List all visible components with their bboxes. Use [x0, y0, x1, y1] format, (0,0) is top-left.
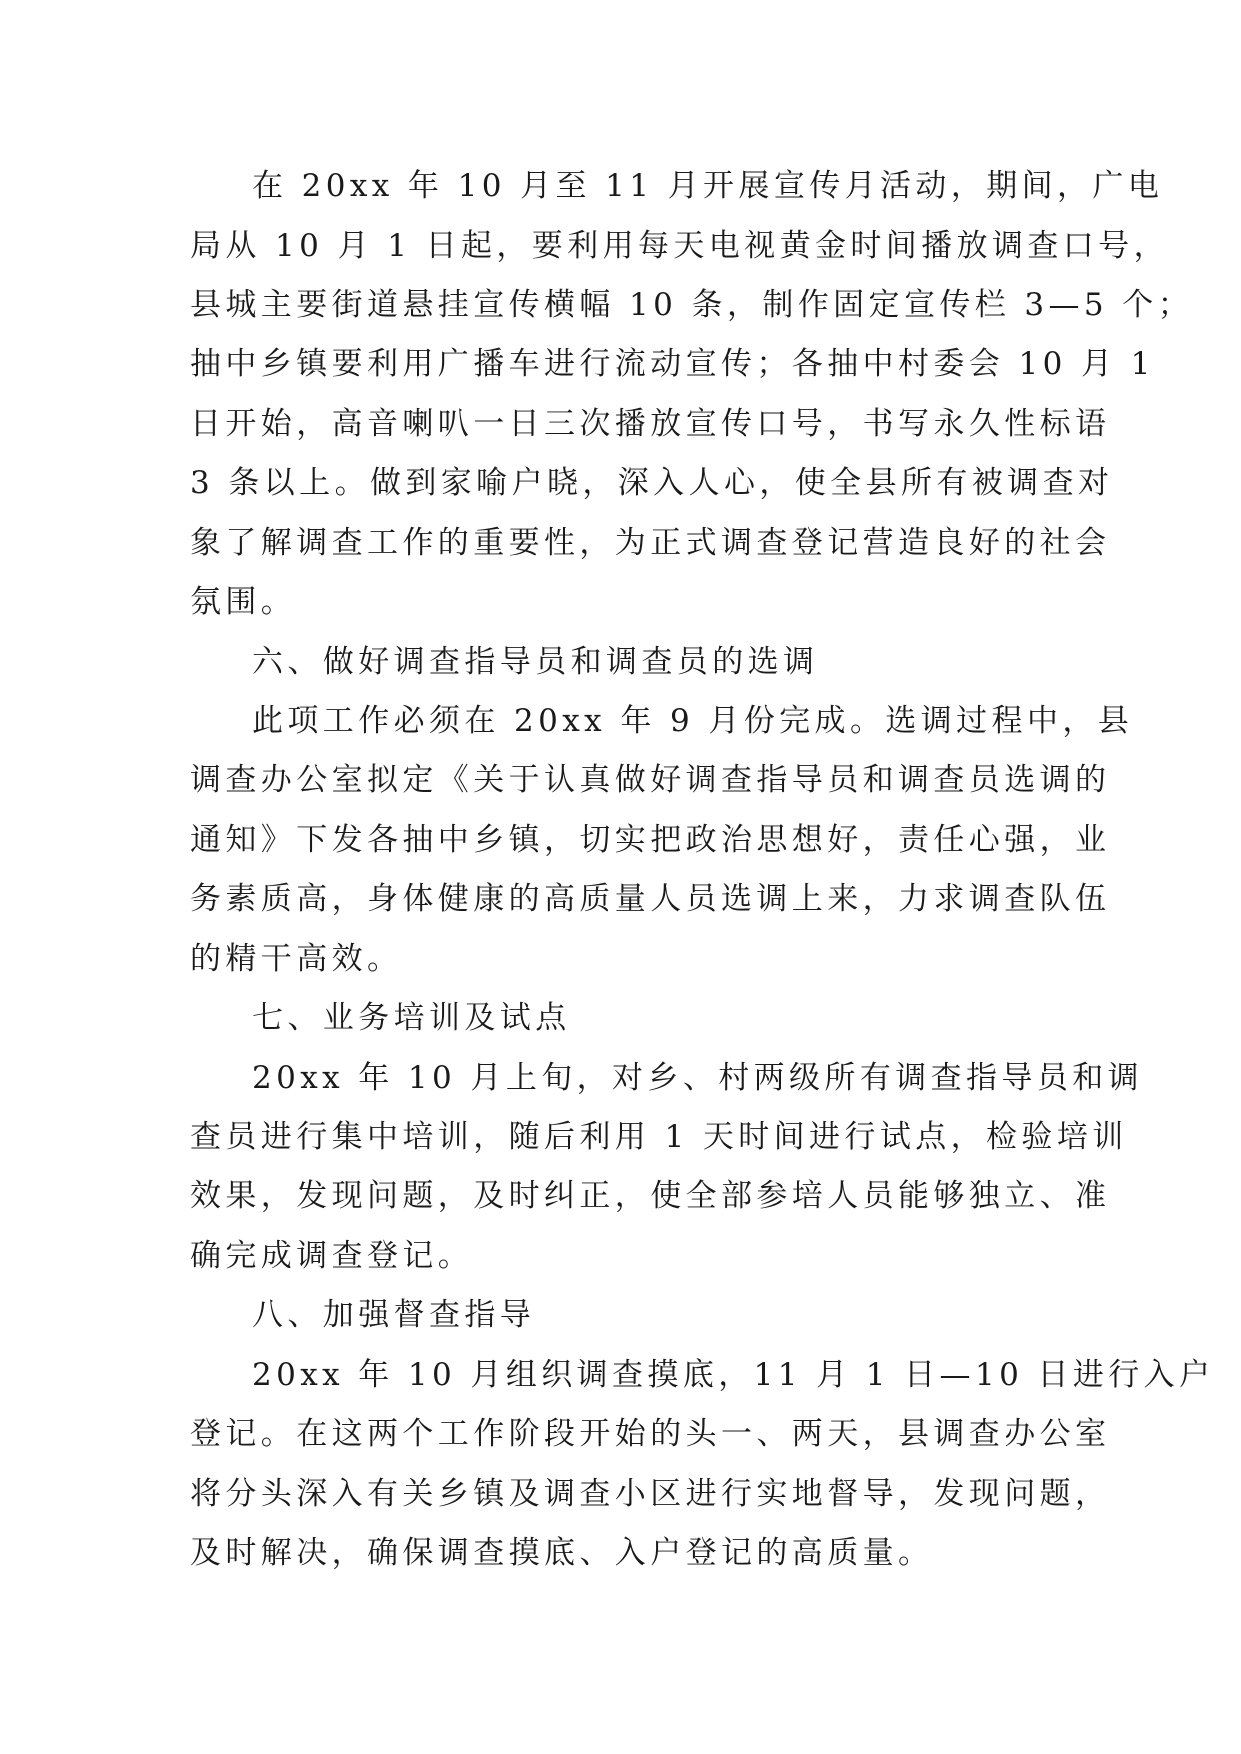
- section-heading: 七、业务培训及试点: [252, 1000, 571, 1036]
- text-line: 象了解调查工作的重要性，为正式调查登记营造良好的社会: [190, 525, 1111, 561]
- text-line: 效果，发现问题，及时纠正，使全部参培人员能够独立、准: [190, 1178, 1111, 1214]
- text-line: 20xx 年 10 月上旬，对乡、村两级所有调查指导员和调: [252, 1060, 1144, 1096]
- text-line: 日开始，高音喇叭一日三次播放宣传口号，书写永久性标语: [190, 406, 1111, 442]
- section-heading: 八、加强督查指导: [252, 1297, 536, 1333]
- text-line: 调查办公室拟定《关于认真做好调查指导员和调查员选调的: [190, 762, 1111, 798]
- text-line: 此项工作必须在 20xx 年 9 月份完成。选调过程中，县: [252, 703, 1134, 739]
- text-line: 在 20xx 年 10 月至 11 月开展宣传月活动，期间，广电: [252, 168, 1164, 204]
- text-line: 3 条以上。做到家喻户晓，深入人心，使全县所有被调查对: [190, 465, 1114, 501]
- text-line: 氛围。: [190, 584, 297, 620]
- section-heading: 六、做好调查指导员和调查员的选调: [252, 644, 819, 680]
- text-line: 查员进行集中培训，随后利用 1 天时间进行试点，检验培训: [190, 1119, 1128, 1155]
- text-line: 的精干高效。: [190, 941, 403, 977]
- text-line: 将分头深入有关乡镇及调查小区进行实地督导，发现问题，: [190, 1476, 1111, 1512]
- text-line: 20xx 年 10 月组织调查摸底，11 月 1 日—10 日进行入户: [252, 1357, 1215, 1393]
- text-line: 局从 10 月 1 日起，要利用每天电视黄金时间播放调查口号，: [190, 228, 1169, 264]
- text-line: 抽中乡镇要利用广播车进行流动宣传；各抽中村委会 10 月 1: [190, 346, 1155, 382]
- text-line: 县城主要街道悬挂宣传横幅 10 条，制作固定宣传栏 3—5 个；: [190, 287, 1194, 323]
- text-line: 务素质高，身体健康的高质量人员选调上来，力求调查队伍: [190, 881, 1111, 917]
- text-line: 确完成调查登记。: [190, 1238, 474, 1274]
- text-line: 登记。在这两个工作阶段开始的头一、两天，县调查办公室: [190, 1416, 1111, 1452]
- text-line: 通知》下发各抽中乡镇，切实把政治思想好，责任心强，业: [190, 822, 1111, 858]
- text-line: 及时解决，确保调查摸底、入户登记的高质量。: [190, 1535, 934, 1571]
